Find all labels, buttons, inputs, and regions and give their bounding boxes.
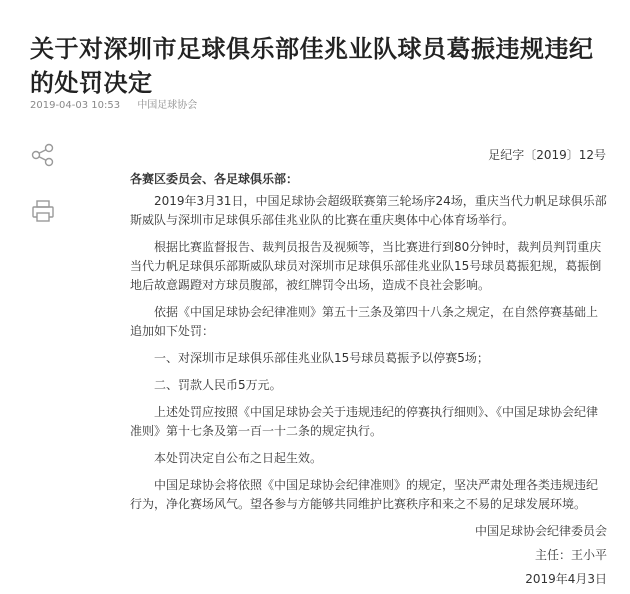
article-meta <box>30 96 211 111</box>
paragraph: 中国足球协会将依照《中国足球协会纪律准则》的规定，坚决严肃处理各类违规违纪行为，净化赛场风气。望各参与方能够共同维护比赛秩序和来之不易的足球发展环境。 <box>130 478 599 511</box>
signature-org: 中国足球协会纪律委员会 <box>474 524 607 538</box>
article-title: 关于对深圳市足球俱乐部佳兆业队球员葛振违规违纪的处罚决定 <box>30 35 594 97</box>
share-icon[interactable] <box>30 142 56 168</box>
paragraph: 2019年3月31日，中国足球协会超级联赛第三轮场序24场，重庆当代力帆足球俱乐部斯威队与深圳市足球俱乐部佳兆业队的比赛在重庆奥体中心体育场举行。 <box>130 194 607 227</box>
publish-datetime: 2019-04-03 10:53 <box>30 100 121 111</box>
paragraph: 依据《中国足球协会纪律准则》第五十三条及第四十八条之规定，在自然停赛基础上追加如下处罚： <box>130 305 599 338</box>
paragraph: 上述处罚应按照《中国足球协会关于违规违纪的停赛执行细则》、《中国足球协会纪律准则》第十七条及第一百一十二条的规定执行。 <box>130 405 599 438</box>
signature-director: 主任：王小平 <box>534 548 607 562</box>
document-number: 足纪字〔2019〕12号 <box>488 148 606 162</box>
document-body <box>130 170 607 594</box>
penalty-item: 二、罚款人民币5万元。 <box>154 378 282 392</box>
penalty-item: 一、对深圳市足球俱乐部佳兆业队15号球员葛振予以停赛5场； <box>154 351 489 365</box>
paragraph: 本处罚决定自公布之日起生效。 <box>154 451 323 465</box>
signature-date: 2019年4月3日 <box>525 572 607 586</box>
article-source[interactable]: 中国足球协会 <box>137 100 198 111</box>
salutation: 各赛区委员会、各足球俱乐部： <box>130 172 299 186</box>
print-icon[interactable] <box>30 198 56 224</box>
paragraph: 根据比赛监督报告、裁判员报告及视频等，当比赛进行到80分钟时，裁判员判罚重庆当代力帆足球俱乐部斯威队球员对深圳市足球俱乐部佳兆业队15号球员葛振犯规，葛振倒地后故意踢蹬对方球员腹部，被红牌罚令出场，造成不良社会影响。 <box>130 240 602 292</box>
